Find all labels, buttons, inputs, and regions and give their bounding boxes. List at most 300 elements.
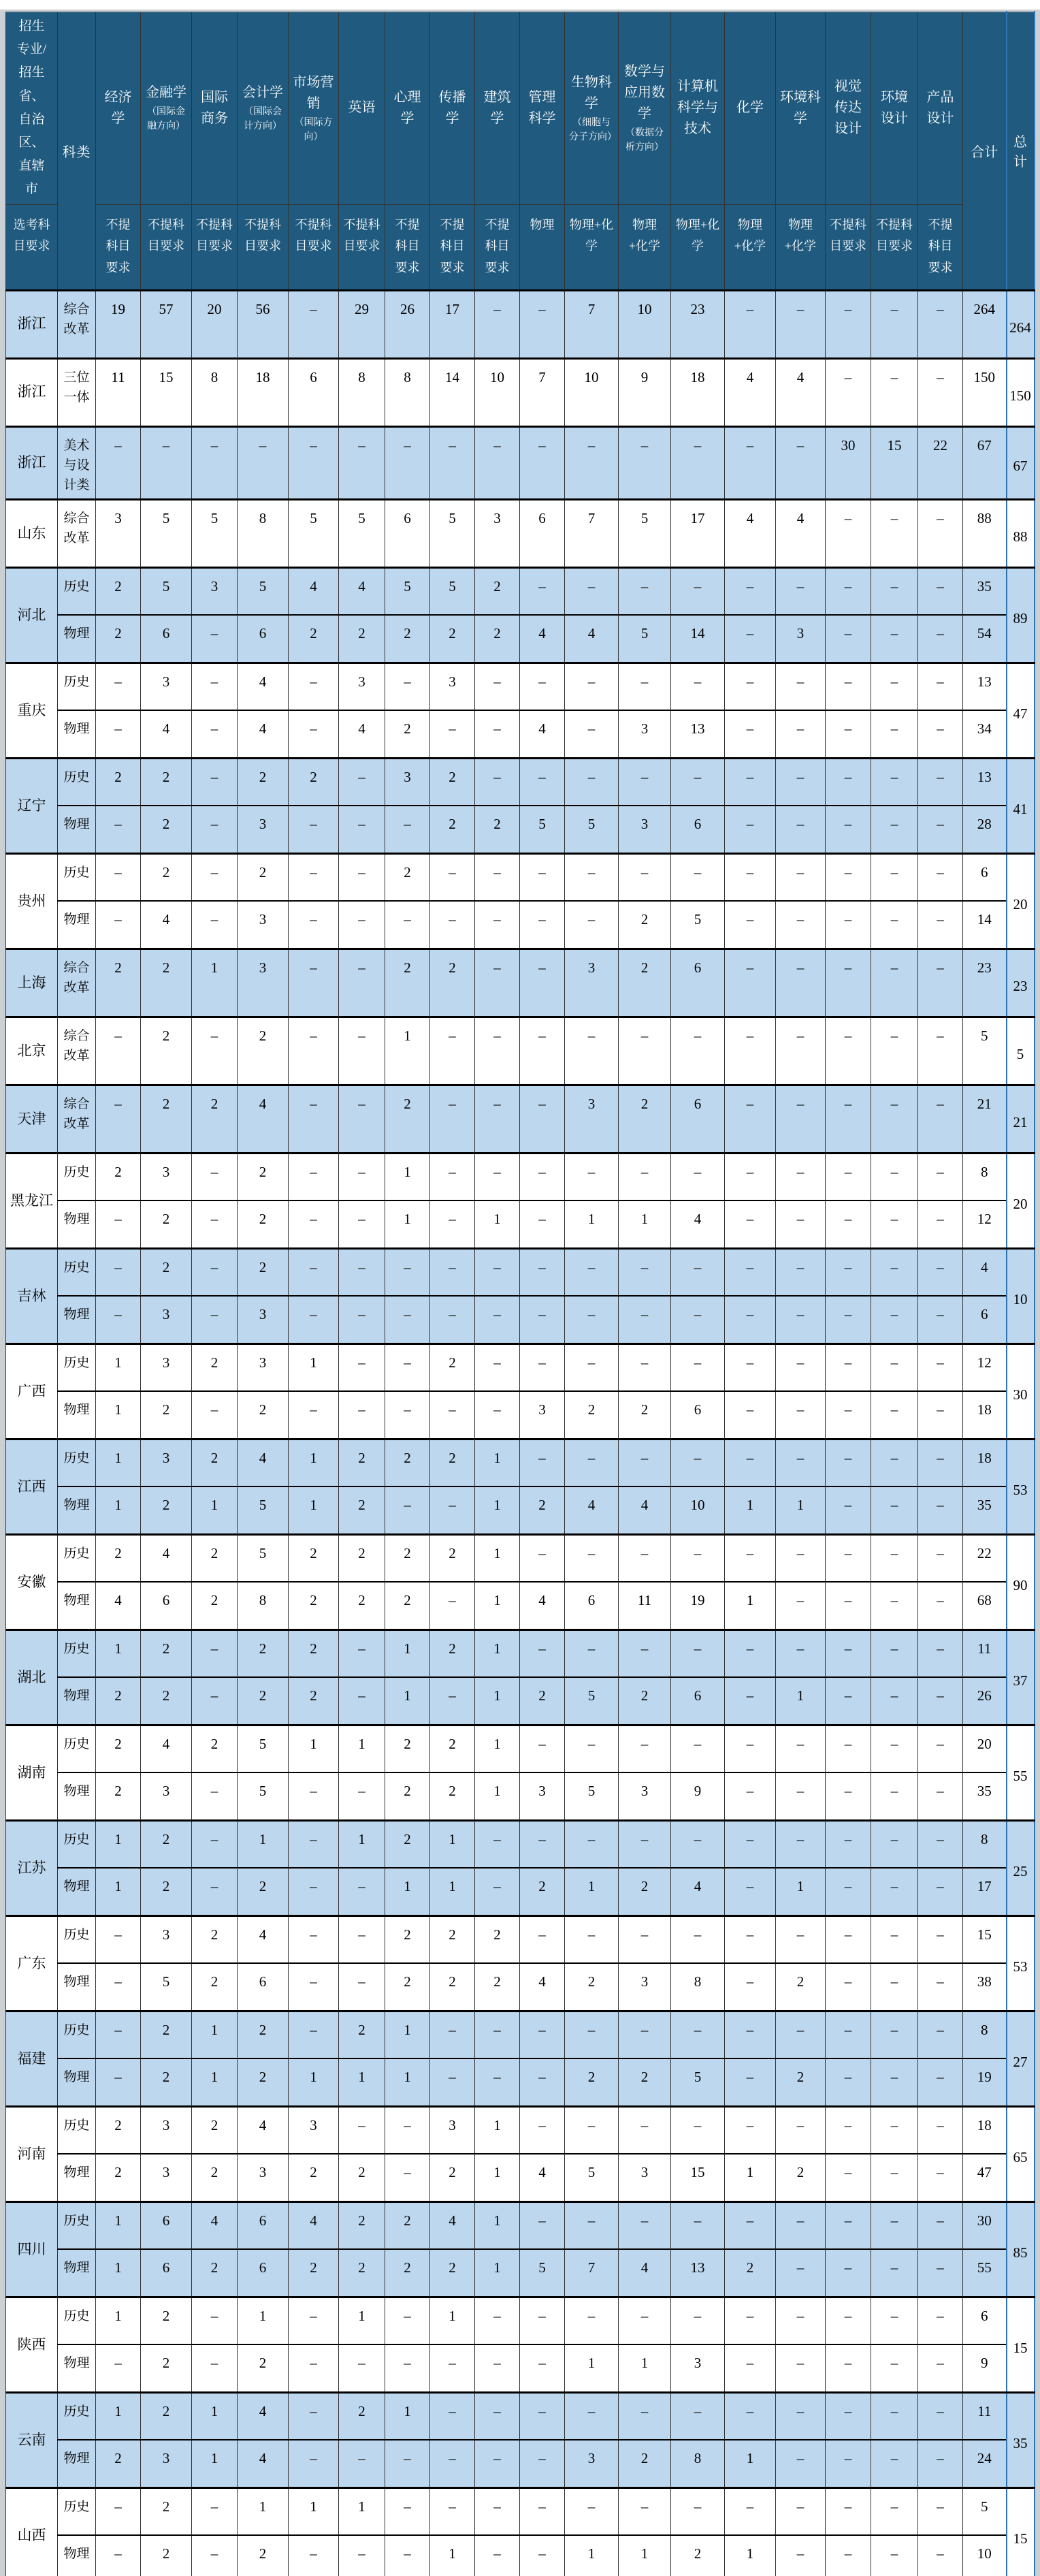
subtotal-cell: 15: [963, 1915, 1007, 1963]
value-cell: –: [871, 2392, 918, 2440]
value-cell: –: [871, 2201, 918, 2249]
grandtotal-cell: 55: [1007, 1725, 1035, 1820]
value-cell: –: [725, 1915, 776, 1963]
value-cell: –: [339, 853, 385, 901]
value-cell: 2: [238, 853, 289, 901]
value-cell: –: [192, 901, 238, 949]
major-header-16: [826, 12, 871, 204]
value-cell: 5: [619, 499, 671, 567]
value-cell: –: [619, 567, 671, 615]
value-cell: –: [289, 1200, 339, 1248]
value-cell: –: [520, 2392, 565, 2440]
value-cell: –: [918, 1629, 963, 1677]
value-cell: –: [475, 2487, 520, 2535]
table-row: [6, 426, 1035, 499]
value-cell: –: [520, 426, 565, 499]
requirement-6: 不提科目要求: [339, 204, 385, 290]
category-cell: 历史: [58, 2297, 96, 2344]
province-cell: 湖南: [6, 1725, 58, 1820]
value-cell: 1: [192, 2058, 238, 2106]
category-cell: 历史: [58, 1248, 96, 1296]
value-cell: 2: [565, 1391, 619, 1439]
value-cell: –: [141, 426, 192, 499]
value-cell: –: [520, 1915, 565, 1963]
requirement-10: 物理: [520, 204, 565, 290]
value-cell: 3: [141, 1439, 192, 1486]
value-cell: 1: [385, 1017, 430, 1085]
value-cell: 2: [141, 1629, 192, 1677]
value-cell: –: [871, 2487, 918, 2535]
value-cell: –: [918, 2106, 963, 2154]
value-cell: –: [430, 1296, 475, 1343]
value-cell: 3: [671, 2344, 725, 2392]
value-cell: 2: [776, 1963, 826, 2011]
value-cell: 11: [619, 1582, 671, 1629]
value-cell: –: [826, 2154, 871, 2201]
value-cell: –: [192, 663, 238, 710]
value-cell: –: [826, 1486, 871, 1534]
value-cell: –: [826, 2392, 871, 2440]
grandtotal-cell: 35: [1007, 2392, 1035, 2487]
major-name: 计算机科学与技术: [677, 79, 718, 137]
value-cell: –: [339, 1085, 385, 1153]
value-cell: –: [339, 949, 385, 1017]
value-cell: –: [826, 1963, 871, 2011]
subtotal-cell: 11: [963, 2392, 1007, 2440]
subtotal-cell: 17: [963, 1868, 1007, 1915]
requirement-16: 不提科目要求: [826, 204, 871, 290]
value-cell: –: [871, 806, 918, 853]
value-cell: 1: [385, 1153, 430, 1200]
value-cell: –: [619, 2106, 671, 2154]
value-cell: –: [192, 853, 238, 901]
value-cell: 2: [619, 1868, 671, 1915]
value-cell: –: [671, 1296, 725, 1343]
value-cell: 56: [238, 290, 289, 358]
value-cell: 5: [192, 499, 238, 567]
table-row: [6, 1772, 1035, 1820]
value-cell: –: [725, 1677, 776, 1725]
grandtotal-cell: 53: [1007, 1915, 1035, 2011]
value-cell: 8: [671, 2440, 725, 2487]
value-cell: –: [430, 901, 475, 949]
value-cell: 5: [238, 1534, 289, 1582]
value-cell: –: [289, 806, 339, 853]
value-cell: 2: [192, 2154, 238, 2201]
requirement-2: 不提科目要求: [141, 204, 192, 290]
value-cell: –: [776, 1915, 826, 1963]
value-cell: 2: [430, 1629, 475, 1677]
subtotal-cell: 54: [963, 615, 1007, 663]
value-cell: –: [565, 426, 619, 499]
value-cell: –: [475, 1343, 520, 1391]
value-cell: 2: [192, 1343, 238, 1391]
value-cell: 1: [238, 2297, 289, 2344]
value-cell: –: [565, 853, 619, 901]
value-cell: 2: [385, 1085, 430, 1153]
table-row: [6, 358, 1035, 426]
value-cell: 2: [520, 1486, 565, 1534]
value-cell: –: [826, 2106, 871, 2154]
value-cell: –: [619, 1915, 671, 1963]
value-cell: 2: [141, 2058, 192, 2106]
value-cell: –: [520, 2011, 565, 2058]
value-cell: –: [619, 663, 671, 710]
table-row: [6, 2249, 1035, 2297]
category-cell: 历史: [58, 2011, 96, 2058]
value-cell: –: [918, 2011, 963, 2058]
value-cell: –: [520, 1725, 565, 1772]
grandtotal-cell: 41: [1007, 758, 1035, 853]
value-cell: 8: [671, 1963, 725, 2011]
value-cell: 4: [520, 710, 565, 758]
value-cell: –: [826, 1582, 871, 1629]
value-cell: –: [826, 2440, 871, 2487]
value-cell: –: [918, 2392, 963, 2440]
value-cell: –: [826, 1725, 871, 1772]
value-cell: 6: [671, 1677, 725, 1725]
value-cell: 4: [565, 1486, 619, 1534]
value-cell: 2: [565, 1963, 619, 2011]
value-cell: 1: [475, 1772, 520, 1820]
grandtotal-cell: 20: [1007, 1153, 1035, 1248]
province-cell: 江西: [6, 1439, 58, 1534]
value-cell: –: [826, 2058, 871, 2106]
value-cell: –: [339, 806, 385, 853]
value-cell: –: [289, 1296, 339, 1343]
value-cell: 57: [141, 290, 192, 358]
value-cell: –: [192, 1296, 238, 1343]
table-row: [6, 1391, 1035, 1439]
value-cell: 1: [238, 2487, 289, 2535]
table-row: [6, 2201, 1035, 2249]
value-cell: 4: [619, 2249, 671, 2297]
value-cell: 1: [475, 1725, 520, 1772]
value-cell: –: [339, 901, 385, 949]
value-cell: –: [826, 901, 871, 949]
major-name: 建筑学: [483, 89, 511, 126]
value-cell: 2: [339, 1486, 385, 1534]
value-cell: 2: [238, 758, 289, 806]
value-cell: –: [918, 1582, 963, 1629]
value-cell: 1: [430, 2297, 475, 2344]
value-cell: 3: [141, 1915, 192, 1963]
value-cell: –: [565, 1439, 619, 1486]
value-cell: 2: [141, 1085, 192, 1153]
value-cell: –: [871, 1534, 918, 1582]
value-cell: –: [289, 426, 339, 499]
value-cell: 17: [430, 290, 475, 358]
value-cell: –: [918, 1677, 963, 1725]
value-cell: 3: [141, 1296, 192, 1343]
value-cell: –: [918, 1868, 963, 1915]
value-cell: –: [289, 1772, 339, 1820]
value-cell: –: [871, 710, 918, 758]
value-cell: 1: [289, 1439, 339, 1486]
category-cell: 综合改革: [58, 290, 96, 358]
value-cell: 2: [192, 1915, 238, 1963]
table-row: [6, 2487, 1035, 2535]
value-cell: –: [520, 758, 565, 806]
value-cell: 1: [289, 2058, 339, 2106]
value-cell: 1: [339, 1725, 385, 1772]
subtotal-cell: 20: [963, 1725, 1007, 1772]
value-cell: 5: [385, 567, 430, 615]
value-cell: –: [671, 1248, 725, 1296]
value-cell: –: [520, 2487, 565, 2535]
value-cell: 2: [96, 1534, 141, 1582]
major-header-18: [918, 12, 963, 204]
major-name: 化学: [736, 100, 764, 116]
province-cell: 湖北: [6, 1629, 58, 1725]
grandtotal-cell: 150: [1007, 358, 1035, 426]
value-cell: 6: [238, 2249, 289, 2297]
value-cell: 3: [141, 2106, 192, 2154]
value-cell: 2: [238, 1153, 289, 1200]
value-cell: –: [289, 663, 339, 710]
grandtotal-cell: 5: [1007, 1017, 1035, 1085]
value-cell: –: [725, 290, 776, 358]
value-cell: –: [725, 1820, 776, 1868]
value-cell: –: [430, 2344, 475, 2392]
value-cell: 2: [619, 2058, 671, 2106]
category-cell: 物理: [58, 710, 96, 758]
subtotal-cell: 12: [963, 1343, 1007, 1391]
value-cell: –: [339, 2106, 385, 2154]
major-name: 金融学: [146, 85, 186, 101]
major-header-3: [192, 12, 238, 204]
value-cell: –: [725, 2487, 776, 2535]
value-cell: –: [475, 2058, 520, 2106]
subtotal-cell: 18: [963, 2106, 1007, 2154]
value-cell: –: [339, 1868, 385, 1915]
value-cell: –: [776, 290, 826, 358]
value-cell: 5: [565, 806, 619, 853]
value-cell: 6: [671, 949, 725, 1017]
subtotal-cell: 35: [963, 1486, 1007, 1534]
value-cell: –: [671, 758, 725, 806]
value-cell: 2: [385, 1963, 430, 2011]
category-cell: 历史: [58, 1915, 96, 1963]
value-cell: 3: [619, 1772, 671, 1820]
subtotal-cell: 18: [963, 1391, 1007, 1439]
category-cell: 综合改革: [58, 499, 96, 567]
value-cell: –: [725, 1629, 776, 1677]
value-cell: 2: [619, 949, 671, 1017]
value-cell: 2: [141, 2487, 192, 2535]
value-cell: –: [619, 2297, 671, 2344]
province-cell: 辽宁: [6, 758, 58, 853]
value-cell: 1: [385, 2011, 430, 2058]
value-cell: 3: [520, 1772, 565, 1820]
value-cell: 2: [96, 1725, 141, 1772]
value-cell: 2: [141, 949, 192, 1017]
value-cell: 9: [619, 358, 671, 426]
value-cell: –: [826, 710, 871, 758]
value-cell: 2: [430, 1343, 475, 1391]
major-name: 产品设计: [926, 89, 954, 126]
value-cell: 1: [96, 2249, 141, 2297]
value-cell: –: [871, 2297, 918, 2344]
value-cell: –: [776, 806, 826, 853]
value-cell: 2: [96, 2154, 141, 2201]
value-cell: –: [619, 2201, 671, 2249]
value-cell: –: [826, 499, 871, 567]
category-cell: 物理: [58, 2058, 96, 2106]
value-cell: –: [776, 1725, 826, 1772]
value-cell: 1: [385, 2058, 430, 2106]
value-cell: 8: [339, 358, 385, 426]
value-cell: 2: [96, 949, 141, 1017]
value-cell: 4: [619, 1486, 671, 1534]
value-cell: –: [475, 426, 520, 499]
table-row: [6, 1582, 1035, 1629]
value-cell: –: [871, 1772, 918, 1820]
value-cell: –: [289, 2297, 339, 2344]
subtotal-cell: 6: [963, 1296, 1007, 1343]
value-cell: –: [725, 426, 776, 499]
table-row: [6, 2297, 1035, 2344]
value-cell: –: [289, 949, 339, 1017]
subtotal-cell: 47: [963, 2154, 1007, 2201]
value-cell: –: [776, 1391, 826, 1439]
value-cell: 1: [776, 1868, 826, 1915]
value-cell: 1: [96, 1391, 141, 1439]
value-cell: –: [339, 1248, 385, 1296]
major-header-14: [725, 12, 776, 204]
value-cell: 4: [238, 1439, 289, 1486]
value-cell: –: [339, 1963, 385, 2011]
value-cell: –: [725, 949, 776, 1017]
value-cell: –: [565, 2392, 619, 2440]
value-cell: –: [520, 1248, 565, 1296]
major-name: 视觉传达设计: [834, 79, 862, 137]
major-header-1: [96, 12, 141, 204]
value-cell: 6: [385, 499, 430, 567]
value-cell: 2: [385, 1820, 430, 1868]
value-cell: –: [871, 2106, 918, 2154]
value-cell: 2: [520, 1677, 565, 1725]
value-cell: 3: [141, 2440, 192, 2487]
province-cell: 贵州: [6, 853, 58, 949]
subtotal-cell: 6: [963, 2297, 1007, 2344]
value-cell: –: [776, 853, 826, 901]
value-cell: –: [918, 1248, 963, 1296]
value-cell: –: [826, 358, 871, 426]
category-cell: 历史: [58, 1629, 96, 1677]
value-cell: –: [96, 1248, 141, 1296]
value-cell: –: [918, 1439, 963, 1486]
major-name: 管理科学: [528, 89, 556, 126]
value-cell: 6: [238, 1963, 289, 2011]
value-cell: 3: [289, 2106, 339, 2154]
value-cell: –: [918, 1391, 963, 1439]
value-cell: 3: [619, 1963, 671, 2011]
value-cell: –: [918, 2535, 963, 2576]
value-cell: 1: [475, 1439, 520, 1486]
major-header-10: [520, 12, 565, 204]
value-cell: –: [96, 663, 141, 710]
value-cell: 1: [96, 2392, 141, 2440]
value-cell: –: [289, 901, 339, 949]
major-name: 英语: [348, 100, 376, 116]
value-cell: –: [289, 290, 339, 358]
value-cell: 2: [430, 949, 475, 1017]
province-cell: 陕西: [6, 2297, 58, 2392]
requirement-12: 物理+化学: [619, 204, 671, 290]
province-cell: 浙江: [6, 290, 58, 358]
value-cell: 1: [289, 2487, 339, 2535]
value-cell: –: [289, 2535, 339, 2576]
table-row: [6, 949, 1035, 1017]
table-row: [6, 1296, 1035, 1343]
value-cell: 2: [619, 1391, 671, 1439]
value-cell: –: [826, 2344, 871, 2392]
value-cell: 2: [289, 2154, 339, 2201]
value-cell: 3: [565, 1085, 619, 1153]
value-cell: –: [776, 567, 826, 615]
value-cell: –: [725, 1963, 776, 2011]
value-cell: –: [871, 663, 918, 710]
value-cell: 3: [619, 710, 671, 758]
value-cell: –: [289, 1017, 339, 1085]
grandtotal-cell: 21: [1007, 1085, 1035, 1153]
value-cell: 2: [289, 615, 339, 663]
value-cell: –: [918, 1017, 963, 1085]
value-cell: 3: [238, 1296, 289, 1343]
value-cell: 2: [238, 1200, 289, 1248]
value-cell: –: [826, 2297, 871, 2344]
value-cell: –: [725, 2392, 776, 2440]
value-cell: –: [96, 2535, 141, 2576]
subtotal-cell: 11: [963, 1629, 1007, 1677]
value-cell: 9: [671, 1772, 725, 1820]
value-cell: 1: [725, 2154, 776, 2201]
value-cell: 5: [565, 1677, 619, 1725]
value-cell: –: [192, 1677, 238, 1725]
value-cell: –: [826, 1534, 871, 1582]
value-cell: –: [192, 1629, 238, 1677]
category-cell: 历史: [58, 2392, 96, 2440]
value-cell: 2: [96, 1153, 141, 1200]
category-cell: 历史: [58, 567, 96, 615]
value-cell: 2: [339, 1439, 385, 1486]
value-cell: –: [475, 710, 520, 758]
value-cell: –: [826, 1820, 871, 1868]
value-cell: –: [871, 2344, 918, 2392]
value-cell: 1: [619, 2535, 671, 2576]
corner-header-majors: 招生专业/招生省、自治区、直辖市: [6, 12, 58, 204]
value-cell: –: [565, 1343, 619, 1391]
value-cell: –: [918, 2440, 963, 2487]
grandtotal-cell: 23: [1007, 949, 1035, 1017]
value-cell: –: [725, 1868, 776, 1915]
value-cell: 2: [619, 1677, 671, 1725]
subtotal-cell: 8: [963, 1153, 1007, 1200]
value-cell: –: [520, 663, 565, 710]
value-cell: –: [918, 2249, 963, 2297]
value-cell: –: [430, 1582, 475, 1629]
value-cell: –: [871, 1200, 918, 1248]
table-row: [6, 710, 1035, 758]
value-cell: 2: [385, 1915, 430, 1963]
value-cell: –: [339, 1629, 385, 1677]
value-cell: 1: [776, 1677, 826, 1725]
value-cell: 2: [141, 1391, 192, 1439]
value-cell: 1: [96, 1439, 141, 1486]
value-cell: –: [776, 2440, 826, 2487]
table-row: [6, 1820, 1035, 1868]
